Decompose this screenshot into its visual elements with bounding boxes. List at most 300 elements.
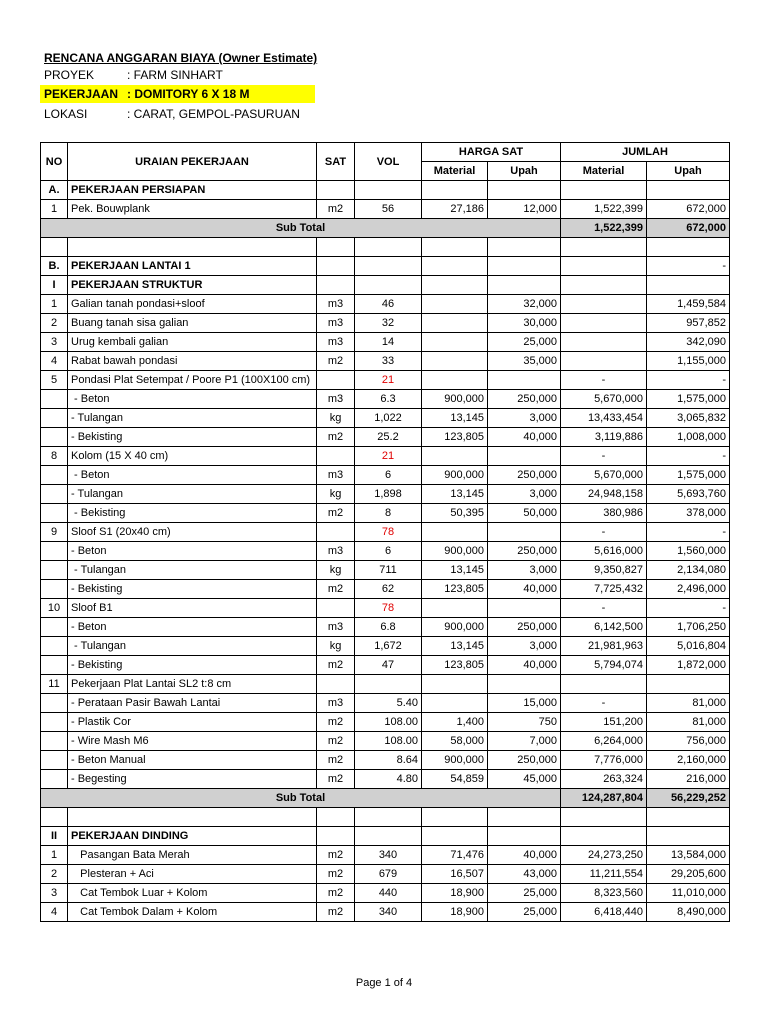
cell-total-upah: 1,008,000	[647, 428, 730, 447]
cell-no	[41, 751, 68, 770]
cell-total-upah: 29,205,600	[647, 865, 730, 884]
col-harga-material: Material	[422, 162, 488, 181]
table-row	[41, 637, 730, 656]
col-sat: SAT	[317, 143, 355, 181]
cell-total-upah: 216,000	[647, 770, 730, 789]
cell-no	[41, 428, 68, 447]
cell-price-material	[422, 352, 488, 371]
cell-description: PEKERJAAN DINDING	[68, 827, 317, 846]
subtotal-upah: 672,000	[647, 219, 730, 238]
meta-key: LOKASI	[44, 107, 88, 121]
cell-total-material: 151,200	[561, 713, 647, 732]
cell-total-material: 24,273,250	[561, 846, 647, 865]
cell-description: - Tulangan	[68, 561, 317, 580]
cell-price-upah: 40,000	[488, 656, 561, 675]
cell-unit	[317, 257, 355, 276]
empty-cell	[41, 238, 68, 257]
cell-unit: m3	[317, 295, 355, 314]
cell-total-material	[561, 333, 647, 352]
cell-total-upah: 13,584,000	[647, 846, 730, 865]
cell-unit: m2	[317, 732, 355, 751]
cell-price-material	[422, 276, 488, 295]
table-row	[41, 656, 730, 675]
cell-total-material: 6,418,440	[561, 903, 647, 922]
cell-total-upah: 8,490,000	[647, 903, 730, 922]
empty-cell	[422, 238, 488, 257]
cell-price-upah: 250,000	[488, 751, 561, 770]
cell-total-material: 5,670,000	[561, 390, 647, 409]
cell-no	[41, 542, 68, 561]
cell-price-upah: 250,000	[488, 542, 561, 561]
table-row	[41, 466, 730, 485]
cell-price-material: 13,145	[422, 409, 488, 428]
cell-volume: 14	[355, 333, 422, 352]
cell-price-upah: 750	[488, 713, 561, 732]
cell-price-upah	[488, 523, 561, 542]
cell-price-upah	[488, 181, 561, 200]
cell-volume: 4.80	[355, 770, 422, 789]
cell-unit	[317, 371, 355, 390]
cell-volume: 340	[355, 903, 422, 922]
cell-volume: 6	[355, 466, 422, 485]
table-row	[41, 732, 730, 751]
cell-unit: m2	[317, 770, 355, 789]
cell-description: Sloof B1	[68, 599, 317, 618]
cell-total-upah	[647, 827, 730, 846]
cell-price-material: 50,395	[422, 504, 488, 523]
cell-volume: 21	[355, 371, 422, 390]
cell-volume: 440	[355, 884, 422, 903]
cell-description: - Beton	[68, 390, 317, 409]
cell-total-upah: 2,134,080	[647, 561, 730, 580]
cell-total-upah: 1,706,250	[647, 618, 730, 637]
cell-unit	[317, 181, 355, 200]
cell-no	[41, 485, 68, 504]
cell-price-material: 58,000	[422, 732, 488, 751]
cell-volume	[355, 827, 422, 846]
cell-price-material: 13,145	[422, 637, 488, 656]
cell-total-material: 6,264,000	[561, 732, 647, 751]
cell-price-upah: 25,000	[488, 903, 561, 922]
cell-price-upah: 40,000	[488, 846, 561, 865]
section-row	[41, 827, 730, 846]
cell-no: 2	[41, 865, 68, 884]
cell-no: 9	[41, 523, 68, 542]
cell-volume: 1,022	[355, 409, 422, 428]
cell-price-material: 13,145	[422, 561, 488, 580]
cell-no: 1	[41, 295, 68, 314]
cell-volume: 8.64	[355, 751, 422, 770]
cell-total-material	[561, 276, 647, 295]
cell-unit	[317, 523, 355, 542]
cell-price-upah: 250,000	[488, 390, 561, 409]
cell-price-upah	[488, 371, 561, 390]
cell-price-material: 123,805	[422, 656, 488, 675]
col-uraian: URAIAN PEKERJAAN	[68, 143, 317, 181]
cell-description: - Bekisting	[68, 428, 317, 447]
cell-total-upah: 1,872,000	[647, 656, 730, 675]
cell-unit: m2	[317, 580, 355, 599]
table-row	[41, 409, 730, 428]
cell-no: 3	[41, 333, 68, 352]
cell-no: A.	[41, 181, 68, 200]
cell-total-upah: -	[647, 599, 730, 618]
cell-no	[41, 390, 68, 409]
cell-total-material	[561, 295, 647, 314]
cell-total-material: 5,670,000	[561, 466, 647, 485]
cell-description: Pondasi Plat Setempat / Poore P1 (100X100 cm)	[68, 371, 317, 390]
table-row	[41, 865, 730, 884]
cell-price-material	[422, 447, 488, 466]
empty-cell	[68, 238, 317, 257]
cell-unit: m3	[317, 694, 355, 713]
cell-total-material: 13,433,454	[561, 409, 647, 428]
cell-price-upah	[488, 276, 561, 295]
cell-total-material	[561, 257, 647, 276]
cell-description: - Begesting	[68, 770, 317, 789]
cell-total-upah: 1,459,584	[647, 295, 730, 314]
cell-total-upah: 1,575,000	[647, 466, 730, 485]
cell-volume: 6.3	[355, 390, 422, 409]
cell-description: PEKERJAAN PERSIAPAN	[68, 181, 317, 200]
cell-description: Galian tanah pondasi+sloof	[68, 295, 317, 314]
subtotal-row	[41, 219, 730, 238]
cell-price-material	[422, 599, 488, 618]
cell-no	[41, 713, 68, 732]
cell-total-upah: -	[647, 371, 730, 390]
cell-unit	[317, 675, 355, 694]
cell-price-upah: 40,000	[488, 580, 561, 599]
header-row	[41, 143, 730, 162]
cell-price-upah	[488, 827, 561, 846]
cell-unit: kg	[317, 561, 355, 580]
cell-price-material	[422, 675, 488, 694]
cell-description: - Tulangan	[68, 485, 317, 504]
cell-unit: m2	[317, 504, 355, 523]
cell-description: Cat Tembok Luar + Kolom	[68, 884, 317, 903]
meta-value: : DOMITORY 6 X 18 M	[127, 87, 250, 101]
cell-price-material: 900,000	[422, 542, 488, 561]
cell-no	[41, 580, 68, 599]
cell-price-material: 900,000	[422, 618, 488, 637]
cell-unit	[317, 276, 355, 295]
cell-unit: m2	[317, 656, 355, 675]
cell-description: - Beton	[68, 618, 317, 637]
cell-description: - Wire Mash M6	[68, 732, 317, 751]
col-jumlah-material: Material	[561, 162, 647, 181]
cell-volume: 33	[355, 352, 422, 371]
cell-no: 2	[41, 314, 68, 333]
empty-cell	[355, 238, 422, 257]
cell-no: 3	[41, 884, 68, 903]
cell-total-upah: 2,496,000	[647, 580, 730, 599]
cell-total-upah: 5,693,760	[647, 485, 730, 504]
cell-total-upah: 342,090	[647, 333, 730, 352]
cell-volume: 340	[355, 846, 422, 865]
cell-volume: 32	[355, 314, 422, 333]
cell-description: Pekerjaan Plat Lantai SL2 t:8 cm	[68, 675, 317, 694]
cell-total-upah: 672,000	[647, 200, 730, 219]
cell-total-material: 7,725,432	[561, 580, 647, 599]
empty-cell	[317, 808, 355, 827]
cell-price-upah: 3,000	[488, 485, 561, 504]
section-row	[41, 276, 730, 295]
cell-volume: 108.00	[355, 732, 422, 751]
cell-price-upah: 30,000	[488, 314, 561, 333]
cell-volume: 6	[355, 542, 422, 561]
empty-cell	[561, 808, 647, 827]
cell-total-upah: 756,000	[647, 732, 730, 751]
cell-total-material: 21,981,963	[561, 637, 647, 656]
table-row	[41, 770, 730, 789]
cell-price-material	[422, 181, 488, 200]
empty-cell	[647, 808, 730, 827]
cell-description: Cat Tembok Dalam + Kolom	[68, 903, 317, 922]
cell-description: Urug kembali galian	[68, 333, 317, 352]
cell-no: 4	[41, 903, 68, 922]
cell-description: - Beton	[68, 542, 317, 561]
cell-description: - Bekisting	[68, 504, 317, 523]
cell-total-upah: 1,575,000	[647, 390, 730, 409]
cell-price-upah	[488, 257, 561, 276]
cell-volume	[355, 675, 422, 694]
cell-unit: m3	[317, 314, 355, 333]
blank-row	[41, 808, 730, 827]
blank-row	[41, 238, 730, 257]
cell-volume: 1,672	[355, 637, 422, 656]
cell-no: 11	[41, 675, 68, 694]
cell-volume	[355, 181, 422, 200]
cell-total-material: 263,324	[561, 770, 647, 789]
cell-price-material: 27,186	[422, 200, 488, 219]
table-row	[41, 694, 730, 713]
cell-total-upah: 2,160,000	[647, 751, 730, 770]
cell-price-material	[422, 333, 488, 352]
table-row	[41, 485, 730, 504]
cell-total-upah: -	[647, 257, 730, 276]
cell-volume: 62	[355, 580, 422, 599]
cell-description: Plesteran + Aci	[68, 865, 317, 884]
cell-unit: m2	[317, 884, 355, 903]
cell-volume: 108.00	[355, 713, 422, 732]
cell-total-material: -	[561, 694, 647, 713]
cell-description: Sloof S1 (20x40 cm)	[68, 523, 317, 542]
cell-price-material	[422, 827, 488, 846]
cell-unit: m2	[317, 751, 355, 770]
cell-price-upah: 3,000	[488, 637, 561, 656]
cell-unit	[317, 599, 355, 618]
cell-volume: 25.2	[355, 428, 422, 447]
cell-volume	[355, 276, 422, 295]
cell-no	[41, 466, 68, 485]
subtotal-upah: 56,229,252	[647, 789, 730, 808]
empty-cell	[488, 238, 561, 257]
cell-price-material	[422, 694, 488, 713]
cell-price-upah: 3,000	[488, 409, 561, 428]
cell-total-material: 5,616,000	[561, 542, 647, 561]
cell-price-material: 900,000	[422, 466, 488, 485]
col-jumlah-upah: Upah	[647, 162, 730, 181]
table-row	[41, 314, 730, 333]
cell-volume: 46	[355, 295, 422, 314]
cell-unit: m3	[317, 542, 355, 561]
table-row	[41, 390, 730, 409]
cell-price-upah: 15,000	[488, 694, 561, 713]
cell-price-material: 18,900	[422, 903, 488, 922]
cell-volume: 78	[355, 599, 422, 618]
cell-total-material: -	[561, 371, 647, 390]
table-row	[41, 523, 730, 542]
cell-unit: m2	[317, 428, 355, 447]
table-row	[41, 200, 730, 219]
table-row	[41, 504, 730, 523]
table-row	[41, 884, 730, 903]
cell-total-material: 5,794,074	[561, 656, 647, 675]
subtotal-material: 1,522,399	[561, 219, 647, 238]
cell-no: B.	[41, 257, 68, 276]
cell-total-material: 9,350,827	[561, 561, 647, 580]
cost-estimate-table	[40, 142, 730, 922]
cell-no	[41, 656, 68, 675]
cell-price-upah: 3,000	[488, 561, 561, 580]
cell-total-material: 11,211,554	[561, 865, 647, 884]
cell-price-material: 1,400	[422, 713, 488, 732]
empty-cell	[422, 808, 488, 827]
cell-description: Pasangan Bata Merah	[68, 846, 317, 865]
cell-price-material	[422, 314, 488, 333]
cell-volume: 78	[355, 523, 422, 542]
cell-description: - Tulangan	[68, 409, 317, 428]
cell-no	[41, 409, 68, 428]
cell-description: - Perataan Pasir Bawah Lantai	[68, 694, 317, 713]
table-row	[41, 561, 730, 580]
cell-total-upah: -	[647, 523, 730, 542]
meta-key: PEKERJAAN	[44, 87, 119, 101]
empty-cell	[317, 238, 355, 257]
empty-cell	[561, 238, 647, 257]
cell-unit: kg	[317, 637, 355, 656]
section-row	[41, 257, 730, 276]
cell-description: - Bekisting	[68, 656, 317, 675]
cell-no	[41, 637, 68, 656]
col-no: NO	[41, 143, 68, 181]
cell-price-upah: 12,000	[488, 200, 561, 219]
empty-cell	[41, 808, 68, 827]
cell-price-upah: 45,000	[488, 770, 561, 789]
cell-no	[41, 694, 68, 713]
cell-total-material: 7,776,000	[561, 751, 647, 770]
table-row	[41, 333, 730, 352]
cell-price-material: 54,859	[422, 770, 488, 789]
cell-total-material: -	[561, 523, 647, 542]
cell-unit: m2	[317, 200, 355, 219]
cell-total-material	[561, 181, 647, 200]
cell-total-upah: 378,000	[647, 504, 730, 523]
cell-no	[41, 770, 68, 789]
cell-no	[41, 561, 68, 580]
cell-price-material: 900,000	[422, 751, 488, 770]
cell-total-upah: 81,000	[647, 694, 730, 713]
cell-description: Kolom (15 X 40 cm)	[68, 447, 317, 466]
cell-volume: 21	[355, 447, 422, 466]
table-row	[41, 751, 730, 770]
cell-no: 1	[41, 200, 68, 219]
cell-price-material	[422, 371, 488, 390]
cell-unit: m2	[317, 903, 355, 922]
cell-price-upah: 43,000	[488, 865, 561, 884]
cell-price-material: 16,507	[422, 865, 488, 884]
cell-price-upah: 250,000	[488, 618, 561, 637]
cell-total-material	[561, 675, 647, 694]
subtotal-row	[41, 789, 730, 808]
empty-cell	[68, 808, 317, 827]
cell-total-upah	[647, 276, 730, 295]
cell-no	[41, 504, 68, 523]
cell-volume: 47	[355, 656, 422, 675]
cell-total-material	[561, 352, 647, 371]
cell-volume: 679	[355, 865, 422, 884]
cell-price-upah: 25,000	[488, 884, 561, 903]
cell-price-upah: 250,000	[488, 466, 561, 485]
cell-price-material: 18,900	[422, 884, 488, 903]
cell-description: PEKERJAAN STRUKTUR	[68, 276, 317, 295]
cell-price-upah: 35,000	[488, 352, 561, 371]
cell-price-upah: 50,000	[488, 504, 561, 523]
cell-description: - Tulangan	[68, 637, 317, 656]
cell-total-upah	[647, 675, 730, 694]
cell-total-upah: 1,560,000	[647, 542, 730, 561]
cell-total-material: 1,522,399	[561, 200, 647, 219]
table-row	[41, 580, 730, 599]
cell-total-upah: 11,010,000	[647, 884, 730, 903]
cell-total-material: 380,986	[561, 504, 647, 523]
cell-no: 10	[41, 599, 68, 618]
cell-price-upah: 32,000	[488, 295, 561, 314]
meta-value: : FARM SINHART	[127, 68, 223, 82]
subtotal-label: Sub Total	[41, 219, 561, 238]
cell-price-material: 123,805	[422, 580, 488, 599]
cell-price-material	[422, 523, 488, 542]
cell-volume: 711	[355, 561, 422, 580]
cell-description: PEKERJAAN LANTAI 1	[68, 257, 317, 276]
cell-total-material: -	[561, 599, 647, 618]
meta-key: PROYEK	[44, 68, 95, 82]
cell-description: - Beton Manual	[68, 751, 317, 770]
cell-total-material: 8,323,560	[561, 884, 647, 903]
cell-no: 1	[41, 846, 68, 865]
subtotal-label: Sub Total	[41, 789, 561, 808]
cell-unit: m3	[317, 333, 355, 352]
cell-unit: kg	[317, 485, 355, 504]
cell-unit	[317, 827, 355, 846]
table-row	[41, 846, 730, 865]
cell-price-material	[422, 295, 488, 314]
page-number: Page 1 of 4	[355, 977, 413, 989]
cell-price-upah	[488, 599, 561, 618]
cell-volume	[355, 257, 422, 276]
col-jumlah: JUMLAH	[561, 143, 730, 162]
subtotal-material: 124,287,804	[561, 789, 647, 808]
cell-description: Rabat bawah pondasi	[68, 352, 317, 371]
cell-total-material: 24,948,158	[561, 485, 647, 504]
cell-total-material	[561, 314, 647, 333]
cell-price-material: 123,805	[422, 428, 488, 447]
cell-price-material: 71,476	[422, 846, 488, 865]
cell-price-upah: 40,000	[488, 428, 561, 447]
cell-no: 8	[41, 447, 68, 466]
cell-unit: m2	[317, 846, 355, 865]
cell-total-upah: -	[647, 447, 730, 466]
